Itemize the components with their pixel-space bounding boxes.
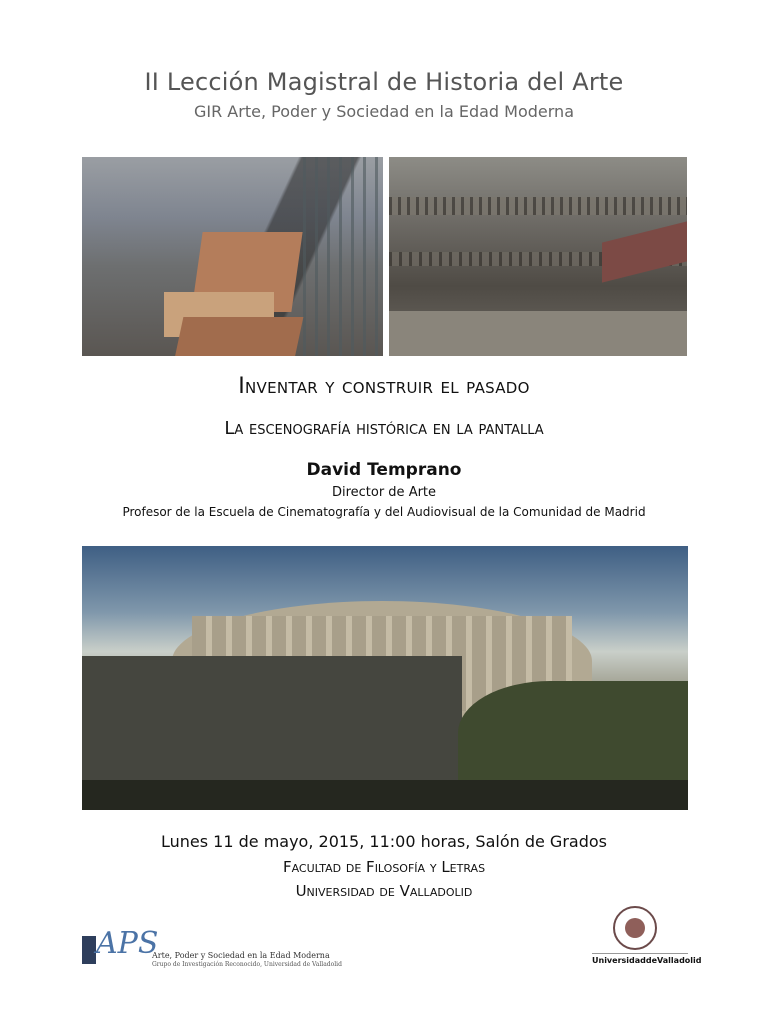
aps-logo-group: Grupo de Investigación Reconocido, Universidad de Valladolid — [152, 961, 342, 968]
speaker-name: David Temprano — [306, 460, 462, 480]
aps-logo-letters: APS — [96, 926, 159, 961]
talk-subtitle: La escenografía histórica en la pantalla — [224, 418, 544, 439]
university-logo-name: UniversidaddeValladolid — [592, 956, 702, 965]
talk-title: Inventar y construir el pasado — [238, 374, 530, 399]
university-seal-icon — [613, 906, 657, 950]
header-subtitle: GIR Arte, Poder y Sociedad en la Edad Moderna — [193, 102, 574, 121]
speaker-role: Director de Arte — [331, 485, 437, 500]
event-date: Lunes 11 de mayo, 2015, 11:00 horas, Salón de Grados — [160, 832, 607, 851]
header-title: II Lección Magistral de Historia del Arte — [144, 68, 624, 96]
event-university: Universidad de Valladolid — [295, 882, 473, 900]
tower-icon — [82, 936, 96, 964]
event-faculty: Facultad de Filosofía y Letras — [282, 858, 486, 876]
film-set-courtyard-photo — [389, 157, 687, 356]
film-set-rooftops-photo — [82, 157, 383, 356]
aps-logo-name: Arte, Poder y Sociedad en la Edad Moderna — [152, 951, 330, 960]
divider — [592, 953, 688, 954]
historic-city-panorama-photo — [82, 546, 688, 810]
speaker-affiliation: Profesor de la Escuela de Cinematografía y del Audiovisual de la Comunidad de Madrid — [122, 505, 646, 519]
aps-logo — [80, 926, 159, 966]
